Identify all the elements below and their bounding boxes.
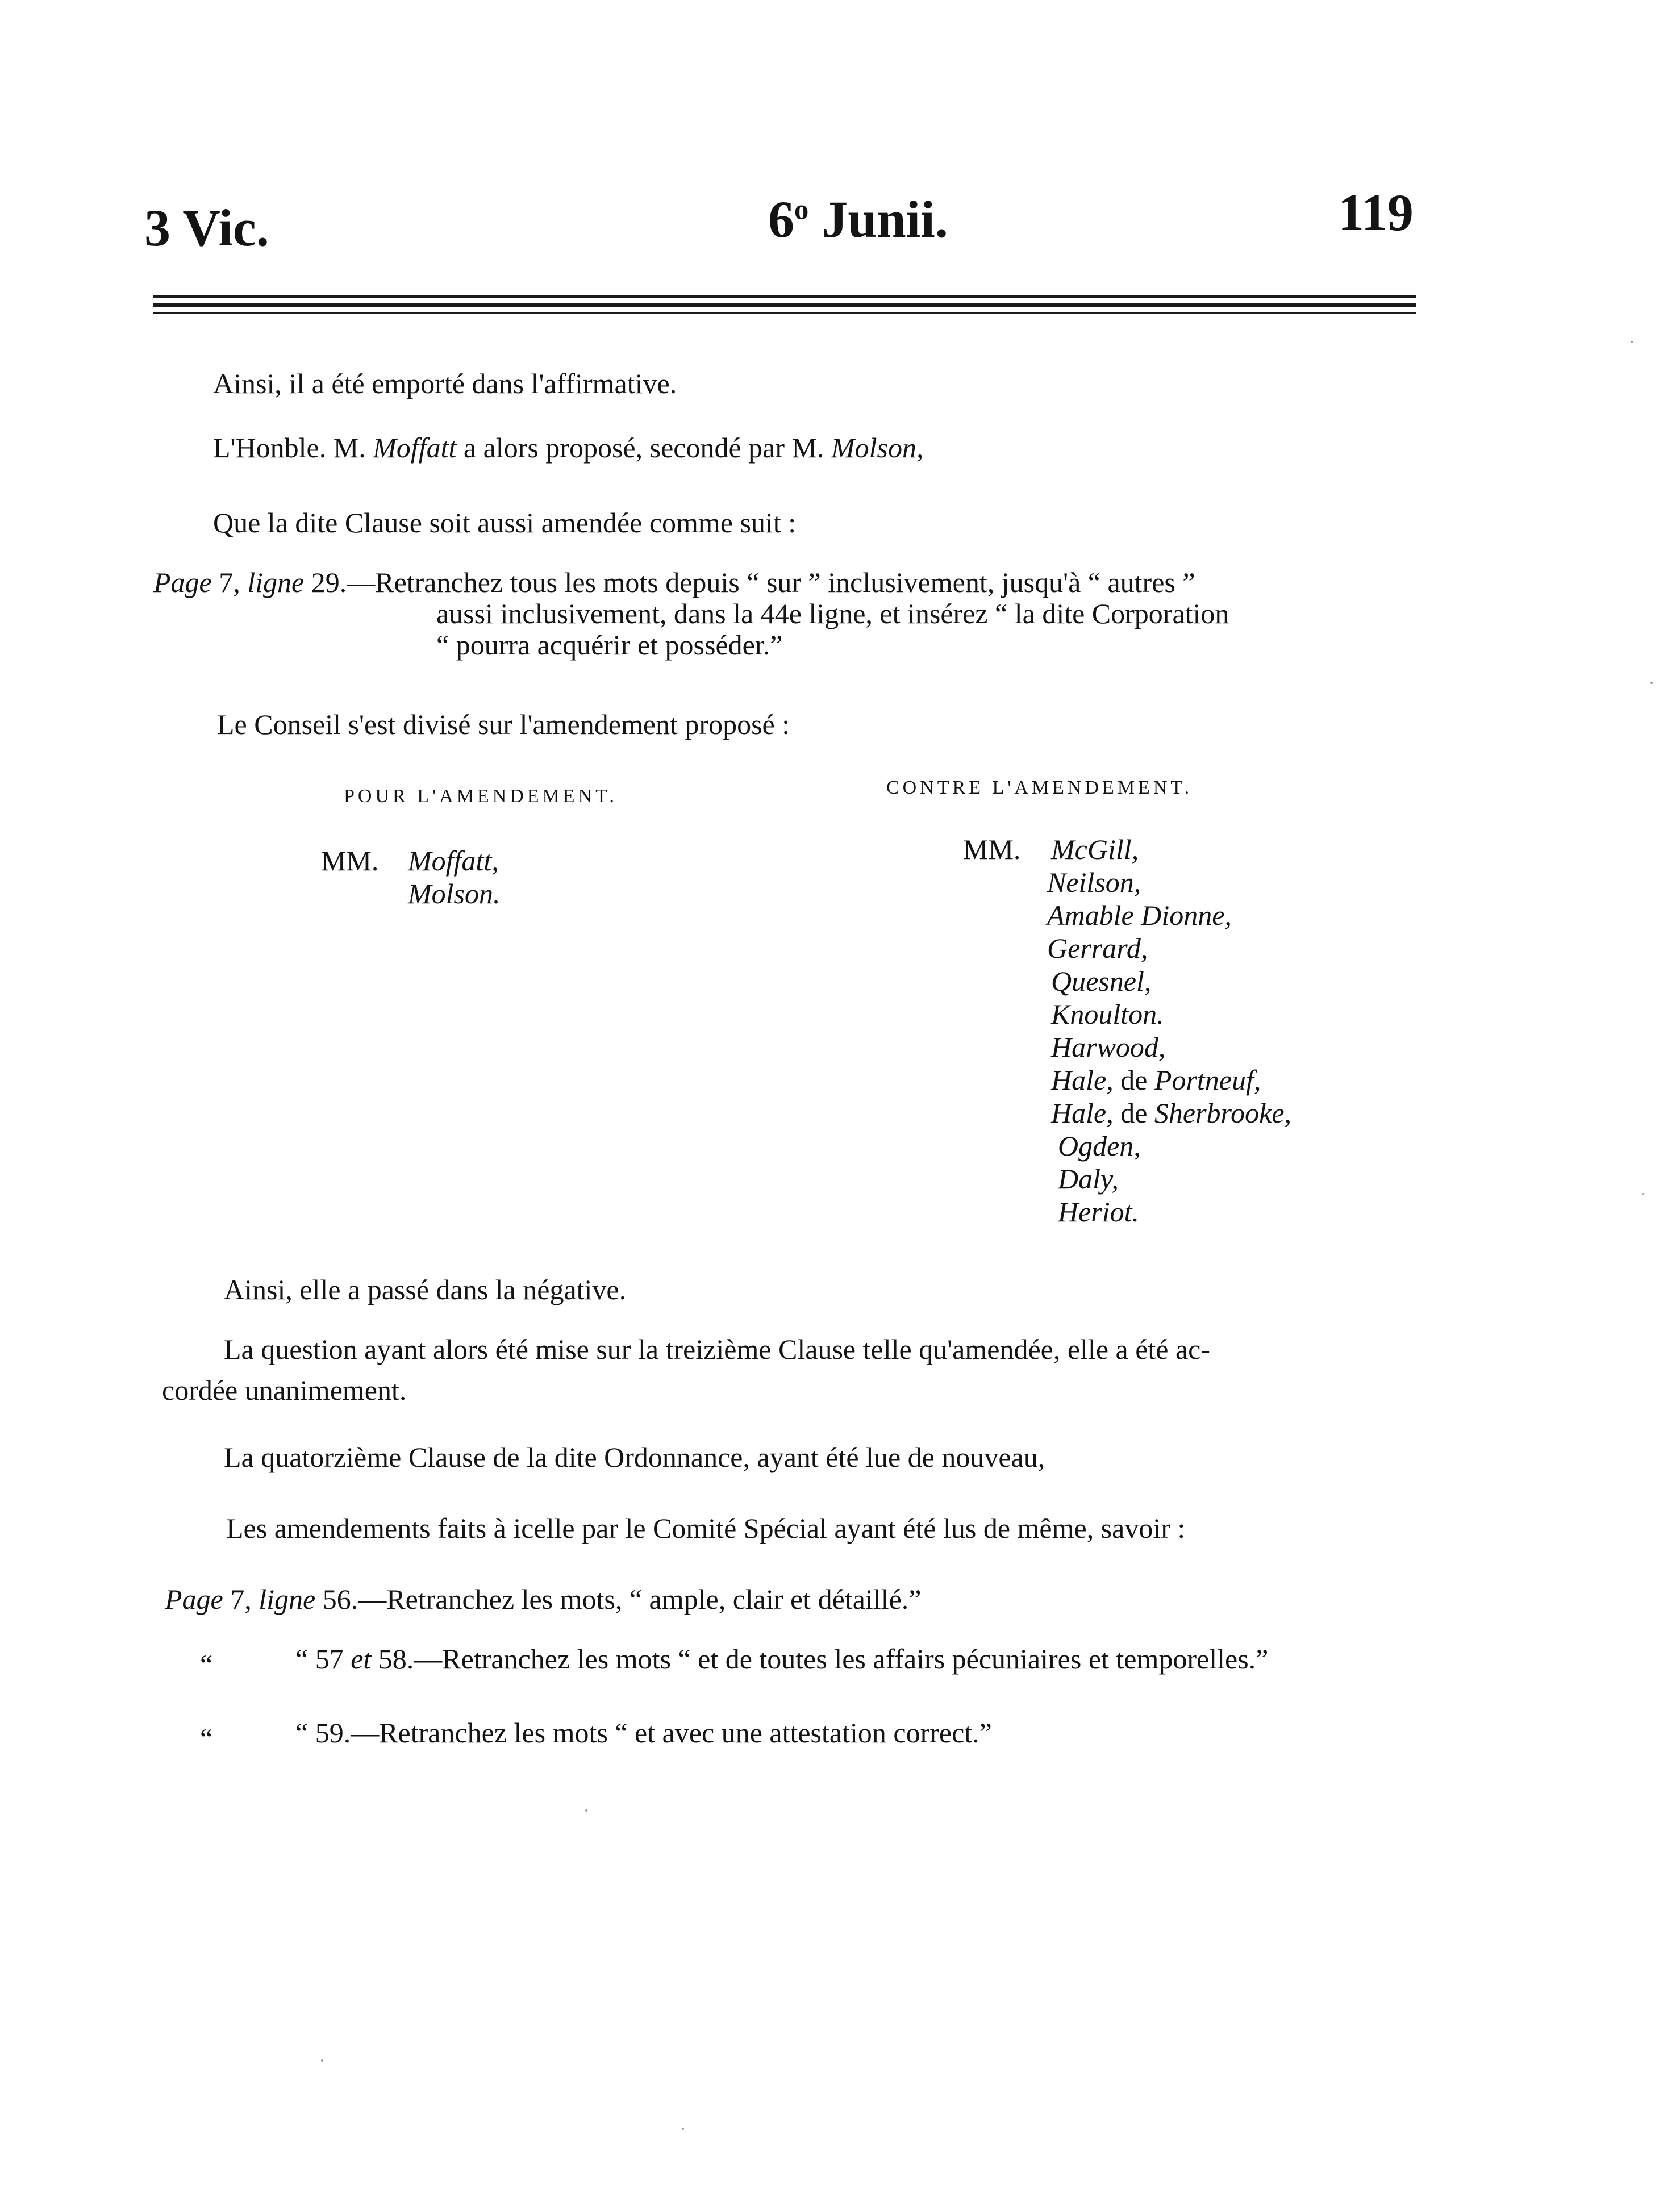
contre-member: Amable Dionne,: [1047, 899, 1232, 931]
ref-ligne-label: ligne: [247, 566, 305, 598]
paragraph-clause-amended: Que la dite Clause soit aussi amendée comme suit :: [213, 507, 797, 539]
contre-member: Gerrard,: [1047, 932, 1148, 964]
ditto-mark: “: [295, 1643, 309, 1675]
paragraph-negative: Ainsi, elle a passé dans la négative.: [224, 1274, 627, 1305]
ditto-mark: “: [200, 1649, 213, 1680]
contre-member-de: de: [1113, 1064, 1154, 1096]
contre-member-hale-sherbrooke: [1051, 1099, 1291, 1127]
ref-text: 58.—Retranchez les mots “ et de toutes les affairs pécuniaires et temporelles.”: [378, 1643, 1269, 1675]
amendment-ref-1-line3: “ pourra acquérir et posséder.”: [436, 629, 783, 661]
header-rule-thin: [153, 295, 1416, 298]
ref-text: 29.—Retranchez tous les mots depuis “ sur ” inclusivement, jusqu'à “ autres ”: [311, 566, 1195, 598]
mover-name: Moffatt: [373, 432, 457, 464]
ref-page-num: 7,: [219, 566, 240, 598]
paragraph-affirmative: Ainsi, il a été emporté dans l'affirmative.: [213, 368, 677, 399]
contre-member-hale-portneuf: [1051, 1066, 1261, 1094]
contre-member-name: Hale,: [1051, 1097, 1114, 1129]
contre-member: Ogden,: [1058, 1130, 1141, 1162]
date-ordinal: o: [794, 193, 809, 226]
contre-heading: CONTRE L'AMENDEMENT.: [886, 777, 1193, 798]
contre-member: Quesnel,: [1051, 965, 1152, 997]
contre-member-place: Portneuf,: [1154, 1064, 1261, 1096]
contre-member: Heriot.: [1058, 1196, 1140, 1228]
running-head-date: [768, 190, 948, 248]
ref-et: et: [351, 1643, 372, 1675]
scan-speck: [1650, 682, 1653, 684]
contre-member: Knoulton.: [1051, 998, 1164, 1030]
contre-member: Harwood,: [1051, 1031, 1166, 1063]
pour-member: Molson.: [408, 878, 501, 910]
contre-member: Neilson,: [1047, 866, 1141, 898]
contre-member: McGill,: [1051, 833, 1139, 865]
pour-member: Moffatt,: [408, 845, 499, 877]
scan-speck: [585, 1809, 587, 1812]
ref-page-num: 7,: [230, 1583, 252, 1615]
ref-text: 56.—Retranchez les mots, “ ample, clair et détaillé.”: [322, 1583, 922, 1615]
ref-ligne-label: ligne: [259, 1583, 316, 1615]
header-rule-thin-2: [153, 312, 1416, 314]
contre-member-de: de: [1113, 1097, 1154, 1129]
amendment-ref-2: [165, 1585, 921, 1613]
amendment-ref-3: [295, 1645, 1268, 1673]
scan-speck: [682, 2128, 684, 2130]
page-number: 119: [1338, 183, 1414, 241]
seconder-name: Molson,: [831, 432, 924, 464]
motion-text-a: L'Honble. M.: [213, 432, 373, 464]
paragraph-question-line1: La question ayant alors été mise sur la treizième Clause telle qu'amendée, elle a été ac-: [224, 1333, 1211, 1365]
amendment-ref-1: [153, 568, 1195, 596]
paragraph-fourteenth-clause: La quatorzième Clause de la dite Ordonnance, ayant été lue de nouveau,: [224, 1441, 1045, 1473]
scan-speck: [1642, 1193, 1644, 1195]
header-rule-thick: [153, 303, 1416, 307]
paragraph-division: Le Conseil s'est divisé sur l'amendement proposé :: [217, 708, 790, 740]
contre-mm: MM.: [963, 833, 1021, 865]
ref-page-label: Page: [153, 566, 212, 598]
contre-member: Daly,: [1058, 1163, 1119, 1195]
paragraph-amendments: Les amendements faits à icelle par le Comité Spécial ayant été lus de même, savoir :: [226, 1512, 1186, 1544]
date-month: Junii.: [822, 190, 948, 248]
amendment-ref-4: [295, 1718, 992, 1747]
pour-heading: POUR L'AMENDEMENT.: [344, 786, 618, 807]
date-day: 6: [768, 190, 794, 248]
contre-member-place: Sherbrooke,: [1154, 1097, 1292, 1129]
running-head-left: 3 Vic.: [144, 199, 269, 257]
ditto-mark: “: [295, 1717, 309, 1749]
ref-line-a: 57: [315, 1643, 344, 1675]
ref-text: 59.—Retranchez les mots “ et avec une attestation correct.”: [315, 1717, 992, 1749]
amendment-ref-1-line2: aussi inclusivement, dans la 44e ligne, et insérez “ la dite Corporation: [436, 598, 1229, 629]
paragraph-question-line2: cordée unanimement.: [162, 1374, 407, 1406]
scan-speck: [321, 2059, 323, 2062]
paragraph-motion: [213, 433, 923, 462]
ditto-mark: “: [200, 1722, 213, 1754]
ref-page-label: Page: [165, 1583, 223, 1615]
motion-text-b: a alors proposé, secondé par M.: [456, 432, 831, 464]
scan-speck: [1631, 341, 1633, 343]
contre-member-name: Hale,: [1051, 1064, 1114, 1096]
pour-mm: MM.: [321, 845, 379, 877]
